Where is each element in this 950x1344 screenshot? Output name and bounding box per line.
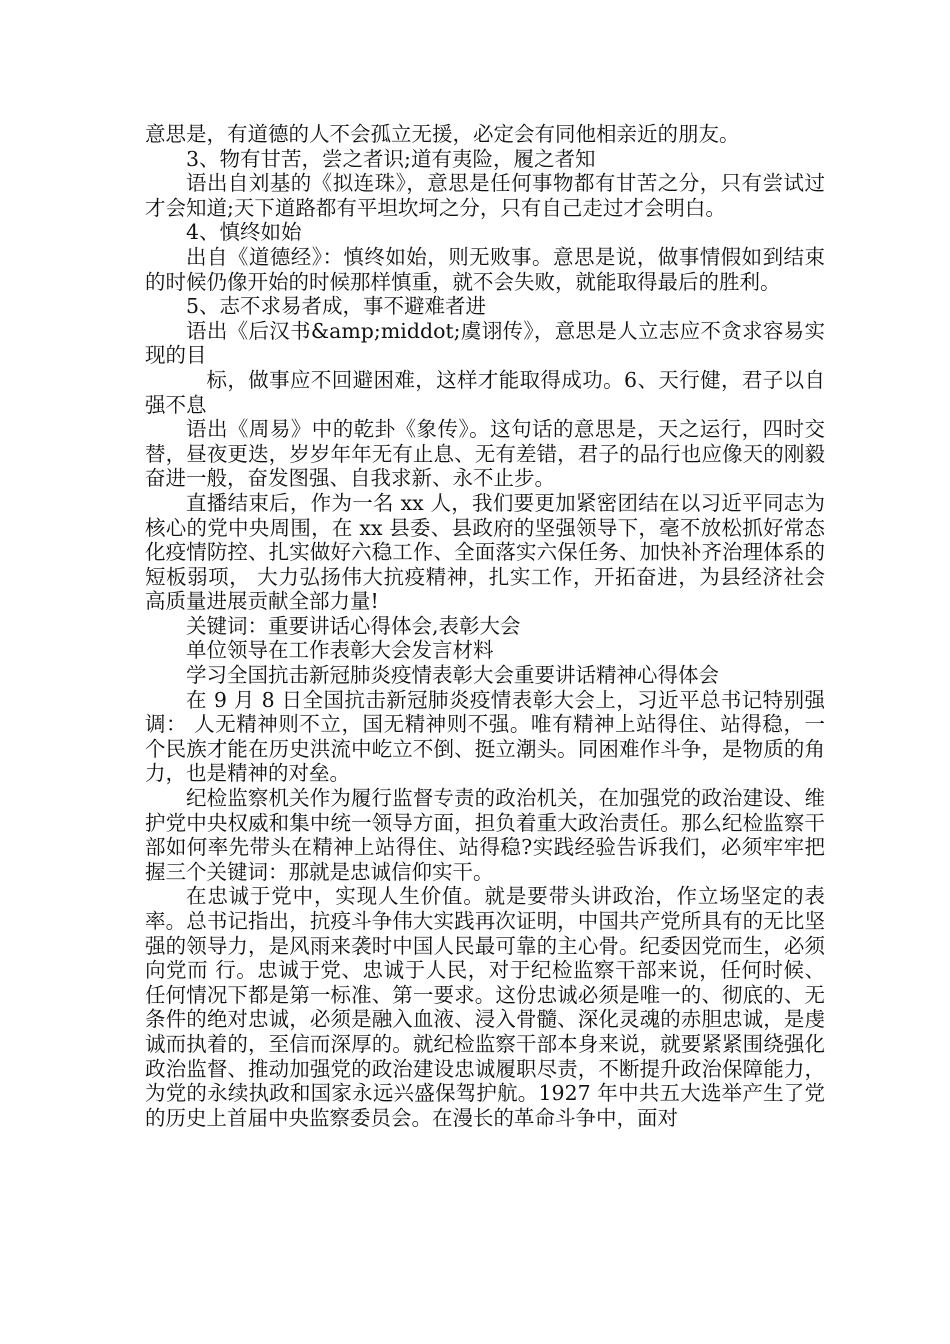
paragraph-1: 意思是，有道德的人不会孤立无援，必定会有同他相亲近的朋友。 xyxy=(145,122,740,146)
document-body xyxy=(145,122,825,1130)
paragraph-9: 语出《周易》中的乾卦《象传》。这句话的意思是，天之运行，四时交 替，昼夜更迭，岁岁年年无有止息、无有差错，君子的品行也应像天的刚毅奋进一般，奋发图强、自我求新、永不止步。 xyxy=(145,417,825,491)
paragraph-heading-3: 3、物有甘苦，尝之者识;道有夷险，履之者知 xyxy=(186,146,596,171)
keywords-line: 关键词：重要讲话心得体会,表彰大会 xyxy=(186,613,521,638)
paragraph-8: 标，做事应不回避困难，这样才能取得成功。6、天行健，君子以自强不息 xyxy=(145,367,825,417)
subtitle-line: 单位领导在工作表彰大会发言材料 xyxy=(186,638,494,663)
paragraph-10: 直播结束后，作为一名 xx 人，我们要更加紧密团结在以习近平同志为核心的党中央周围，在 xx 县委、县政府的坚强领导下，毫不放松抓好常态化疫情防控、扎实做好六稳工作、全面落实六保任务、加快补齐治理体系的短板弱项， 大力弘扬伟大抗疫精神，扎实工作，开拓奋进，为县经济社会高质量进展贡献全部力量! xyxy=(145,490,825,614)
title-line: 学习全国抗击新冠肺炎疫情表彰大会重要讲话精神心得体会 xyxy=(186,663,719,688)
paragraph-3: 语出自刘基的《拟连珠》，意思是任何事物都有甘苦之分，只有尝试过才会知道;天下道路都有平坦坎坷之分，只有自己走过才会明白。 xyxy=(145,171,825,220)
paragraph-14: 在 9 月 8 日全国抗击新冠肺炎疫情表彰大会上，习近平总书记特别强调： 人无精神则不立，国无精神则不强。唯有精神上站得住、站得稳，一个民族才能在历史洪流中屹立不倒、挺立潮头。同困难作斗争，是物质的角力，也是精神的对垒。 xyxy=(145,687,825,786)
paragraph-16: 在忠诚于党中，实现人生价值。就是要带头讲政治，作立场坚定的表率。总书记指出，抗疫斗争伟大实践再次证明，中国共产党所具有的无比坚强的领导力，是风雨来袭时中国人民最可靠的主心骨。纪委因党而生，必须向党而 行。忠诚于党、忠诚于人民，对于纪检监察干部来说，任何时候、任何情况下都是第一标准、第一要求。这份忠诚必须是唯一的、彻底的、无条件的绝对忠诚，必须是融入血液、浸入骨髓、深化灵魂的赤胆忠诚，是虔诚而执着的，至信而深厚的。就纪检监察干部本身来说，就要紧紧围绕强化政治监督、推动加强党的政治建设忠诚履职尽责，不断提升政治保障能力，为党的永续执政和国家永远兴盛保驾护航。1927 年中共五大选举产生了党的历史上首届中央监察委员会。在漫长的革命斗争中，面对 xyxy=(145,884,825,1130)
paragraph-15: 纪检监察机关作为履行监督专责的政治机关，在加强党的政治建设、维护党中央权威和集中统一领导方面，担负着重大政治责任。那么纪检监察干部如何率先带头在精神上站得住、站得稳?实践经验告诉我们，必须牢牢把握三个关键词：那就是忠诚信仰实干。 xyxy=(145,786,825,884)
paragraph-5: 出自《道德经》：慎终如始，则无败事。意思是说，做事情假如到结束的时候仍像开始的时候那样慎重，就不会失败，就能取得最后的胜利。 xyxy=(145,244,825,294)
paragraph-heading-4: 4、慎终如始 xyxy=(186,220,302,245)
paragraph-heading-5: 5、志不求易者成，事不避难者进 xyxy=(186,294,487,319)
paragraph-7: 语出《后汉书&amp;middot;虞诩传》，意思是人立志应不贪求容易实现的目 xyxy=(145,318,825,368)
